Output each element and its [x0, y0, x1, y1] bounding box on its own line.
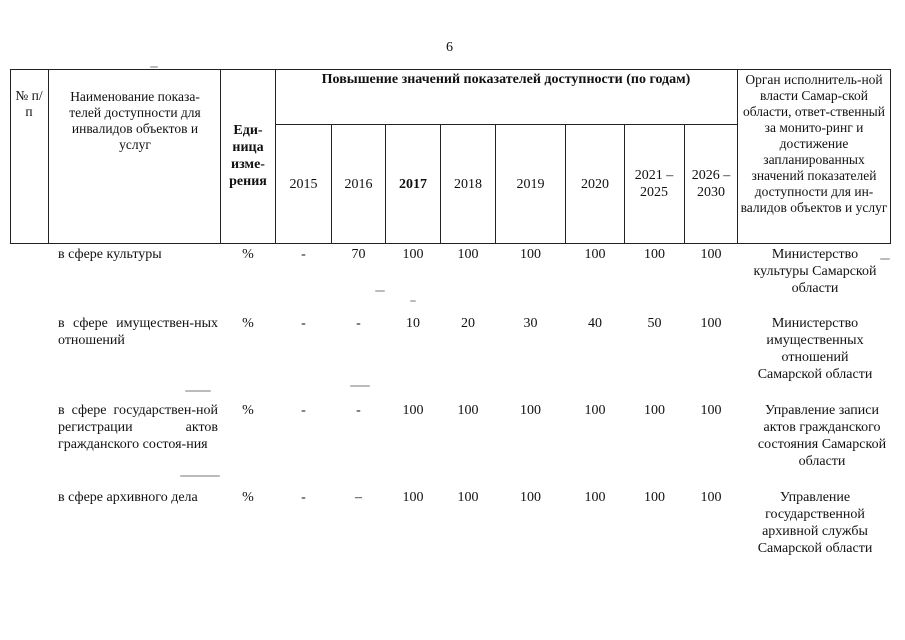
row-1-2019: 100: [520, 247, 541, 262]
row-2-2017: 10: [406, 316, 420, 331]
year-2019: 2019: [516, 177, 545, 192]
header-group: Повышение значений показателей доступности (по годам): [321, 72, 691, 87]
col-divider-2020: [624, 124, 625, 244]
col-divider-2021: [684, 124, 685, 244]
row-1-2017: 100: [402, 247, 424, 262]
row-2-2016: -: [356, 316, 361, 331]
col-divider-name: [220, 69, 221, 244]
row-2-2015: -: [301, 316, 306, 331]
col-divider-unit: [275, 69, 276, 244]
row-4-2015: -: [301, 490, 306, 505]
row-2-2018: 20: [461, 316, 475, 331]
table-left-border: [10, 69, 11, 244]
row-4-2017: 100: [402, 490, 424, 505]
row-2-2026-2030: 100: [700, 316, 722, 331]
row-4-authority: Управление государственной архивной службы Самарской области: [757, 490, 873, 556]
row-2-name: в сфере имуществен-ных отношений: [58, 316, 218, 348]
row-2-2020: 40: [588, 316, 602, 331]
row-2-2021-2025: 50: [647, 316, 662, 331]
scan-speck: [150, 66, 158, 68]
page-number: 6: [446, 40, 453, 55]
year-2018: 2018: [454, 177, 482, 192]
row-1-2020: 100: [584, 247, 606, 262]
scan-speck: [185, 390, 211, 392]
scan-speck: [410, 300, 416, 302]
year-2015: 2015: [289, 177, 318, 192]
row-1-name: в сфере культуры: [58, 247, 162, 262]
table-right-border: [890, 69, 891, 244]
row-4-name: в сфере архивного дела: [58, 490, 198, 505]
year-2021-2025: 2021 – 2025: [634, 168, 674, 200]
year-2016: 2016: [344, 177, 373, 192]
row-3-2016: -: [356, 403, 361, 418]
row-1-2026-2030: 100: [700, 247, 722, 262]
year-2017: 2017: [399, 177, 427, 192]
row-1-2016: 70: [351, 247, 366, 262]
row-3-2018: 100: [457, 403, 479, 418]
row-3-2019: 100: [520, 403, 541, 418]
row-3-2026-2030: 100: [700, 403, 722, 418]
year-2020: 2020: [581, 177, 609, 192]
row-1-2021-2025: 100: [644, 247, 665, 262]
header-unit: Еди-ница изме-рения: [229, 123, 267, 189]
row-4-unit: %: [242, 490, 254, 505]
row-1-2015: -: [301, 247, 306, 262]
row-3-name: в сфере государствен-ной регистрации актов гражданского состоя-ния: [58, 403, 218, 452]
header-name: Наименование показа-телей доступности для инвалидов объектов и услуг: [69, 89, 201, 152]
row-3-authority: Управление записи актов гражданского состояния Самарской области: [757, 403, 887, 469]
row-1-unit: %: [242, 247, 254, 262]
row-4-2021-2025: 100: [644, 490, 665, 505]
row-4-2019: 100: [520, 490, 541, 505]
header-bottom-border: [10, 243, 890, 244]
row-3-2020: 100: [584, 403, 606, 418]
row-4-2018: 100: [457, 490, 479, 505]
row-3-2017: 100: [402, 403, 424, 418]
table-top-border: [10, 69, 890, 70]
col-divider-num: [48, 69, 49, 244]
row-4-2016: –: [355, 490, 362, 505]
row-1-2018: 100: [457, 247, 479, 262]
header-num: № п/п: [15, 88, 43, 119]
row-3-2021-2025: 100: [644, 403, 665, 418]
row-2-authority: Министерство имущественных отношений Самарской области: [757, 316, 873, 382]
row-3-2015: -: [301, 403, 306, 418]
row-1-authority: Министерство культуры Самарской области: [753, 247, 877, 296]
row-3-unit: %: [242, 403, 254, 418]
row-2-2019: 30: [523, 316, 538, 331]
year-header-divider: [275, 124, 737, 125]
scan-speck: [180, 475, 220, 477]
col-divider-years: [737, 69, 738, 244]
row-4-2020: 100: [584, 490, 606, 505]
row-4-2026-2030: 100: [700, 490, 722, 505]
scan-speck: [350, 385, 370, 387]
year-2026-2030: 2026 – 2030: [691, 168, 731, 200]
header-authority: Орган исполнитель-ной власти Самар-ской области, ответ-ственный за монито-ринг и достижение запланированных значений показателей доступности для ин-валидов объектов и услуг: [740, 72, 888, 215]
scan-speck: [880, 258, 890, 260]
scan-speck: [375, 290, 385, 292]
row-2-unit: %: [242, 316, 254, 331]
